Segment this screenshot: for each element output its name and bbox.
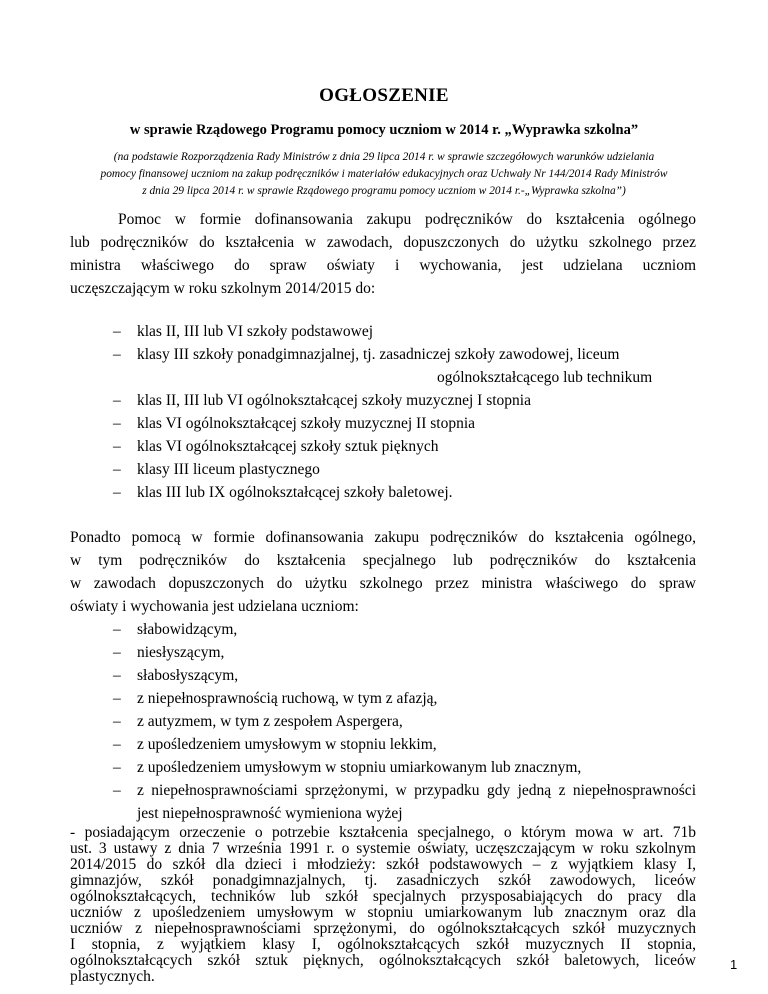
list-bullet: – — [113, 323, 121, 340]
class-list-item: klasy III szkoły ponadgimnazjalnej, tj. zasadniczej szkoły zawodowej, liceum — [137, 346, 620, 363]
list-bullet: – — [113, 713, 121, 730]
group-list-item: słabowidzącym, — [137, 621, 238, 638]
closing-line: I stopnia, z wyjątkiem klasy I, ogólnokształcących szkół muzycznych II stopnia, — [70, 936, 696, 953]
class-list-item-continuation: ogólnokształcącego lub technikum — [437, 369, 653, 386]
closing-line: ogólnokształcących szkół sztuk pięknych, ogólnokształcących szkół baletowych, liceów — [70, 952, 696, 969]
group-list-item: z niepełnosprawnościami sprzężonymi, w przypadku gdy jedną z niepełnosprawności — [137, 782, 696, 799]
additional-line: w zawodach dopuszczonych do użytku szkolnego przez ministra właściwego do spraw — [70, 575, 696, 592]
list-bullet: – — [113, 782, 121, 799]
list-bullet: – — [113, 346, 121, 363]
additional-line: oświaty i wychowania jest udzielana uczniom: — [70, 598, 359, 615]
page-subtitle: w sprawie Rządowego Programu pomocy uczniom w 2014 r. „Wyprawka szkolna” — [129, 122, 639, 138]
intro-line: ministra właściwego do spraw oświaty i wychowania, jest udzielana uczniom — [70, 257, 696, 274]
list-bullet: – — [113, 392, 121, 409]
list-bullet: – — [113, 690, 121, 707]
closing-line: ogólnokształcących, techników lub szkół specjalnych przysposabiających do pracy dla — [70, 888, 696, 905]
list-bullet: – — [113, 759, 121, 776]
additional-line: w tym podręczników do kształcenia specjalnego lub podręczników do kształcenia — [70, 552, 696, 569]
intro-line: lub podręczników do kształcenia w zawodach, dopuszczonych do użytku szkolnego przez — [70, 234, 696, 251]
group-list-item: z upośledzeniem umysłowym w stopniu umiarkowanym lub znacznym, — [137, 759, 582, 776]
closing-line: ust. 3 ustawy z dnia 7 września 1991 r. o systemie oświaty, uczęszczającym w roku szkolnym — [70, 840, 696, 857]
group-list-item-continuation: jest niepełnosprawność wymieniona wyżej — [137, 805, 403, 822]
class-list-item: klas III lub IX ogólnokształcącej szkoły baletowej. — [137, 484, 453, 501]
list-bullet: – — [113, 484, 121, 501]
list-bullet: – — [113, 736, 121, 753]
closing-line: 2014/2015 do szkół dla dzieci i młodzieży: szkół podstawowych – z wyjątkiem klasy I, — [70, 856, 696, 873]
legal-basis-line: pomocy finansowej uczniom na zakup podręczników i materiałów edukacyjnych oraz Uchwały Nr 144/2014 Rady Ministrów — [100, 168, 668, 180]
legal-basis-note — [70, 149, 698, 200]
class-list-item: klasy III liceum plastycznego — [137, 461, 320, 478]
list-bullet: – — [113, 621, 121, 638]
class-list-item: klas II, III lub VI ogólnokształcącej szkoły muzycznej I stopnia — [137, 392, 531, 409]
list-bullet: – — [113, 461, 121, 478]
class-list-item: klas VI ogólnokształcącej szkoły muzycznej II stopnia — [137, 415, 476, 432]
closing-line: plastycznych. — [70, 968, 155, 985]
intro-line: uczęszczającym w roku szkolnym 2014/2015 do: — [70, 280, 376, 297]
page-title: OGŁOSZENIE — [319, 85, 449, 106]
legal-basis-line: (na podstawie Rozporządzenia Rady Ministrów z dnia 29 lipca 2014 r. w sprawie szczegółowych warunków udzielania — [113, 151, 655, 163]
class-list-item: klas II, III lub VI szkoły podstawowej — [137, 323, 374, 340]
closing-line: gimnazjów, szkół ponadgimnazjalnych, tj. zasadniczych szkół zawodowych, liceów — [70, 872, 696, 889]
closing-line: uczniów z upośledzeniem umysłowym w stopniu umiarkowanym lub znacznym oraz dla — [70, 904, 696, 921]
legal-basis-line: z dnia 29 lipca 2014 r. w sprawie Rządowego programu pomocy uczniom w 2014 r.-„Wyprawka szkolna”) — [142, 185, 626, 197]
group-list-item: z autyzmem, w tym z zespołem Aspergera, — [137, 713, 403, 730]
closing-line: uczniów z niepełnosprawnościami sprzężonymi, do ogólnokształcących szkół muzycznych — [70, 920, 696, 937]
closing-line: - posiadającym orzeczenie o potrzebie kształcenia specjalnego, o którym mowa w art. 71b — [70, 824, 696, 841]
intro-line: Pomoc w formie dofinansowania zakupu podręczników do kształcenia ogólnego — [118, 211, 696, 228]
group-list-item: z niepełnosprawnością ruchową, w tym z afazją, — [137, 690, 438, 707]
page-number: 1 — [730, 957, 738, 972]
additional-line: Ponadto pomocą w formie dofinansowania zakupu podręczników do kształcenia ogólnego, — [70, 529, 696, 546]
group-list-item: słabosłyszącym, — [137, 667, 239, 684]
list-bullet: – — [113, 415, 121, 432]
list-bullet: – — [113, 438, 121, 455]
group-list-item: z upośledzeniem umysłowym w stopniu lekkim, — [137, 736, 437, 753]
list-bullet: – — [113, 667, 121, 684]
group-list-item: niesłyszącym, — [137, 644, 225, 661]
class-list-item: klas VI ogólnokształcącej szkoły sztuk pięknych — [137, 438, 439, 455]
list-bullet: – — [113, 644, 121, 661]
